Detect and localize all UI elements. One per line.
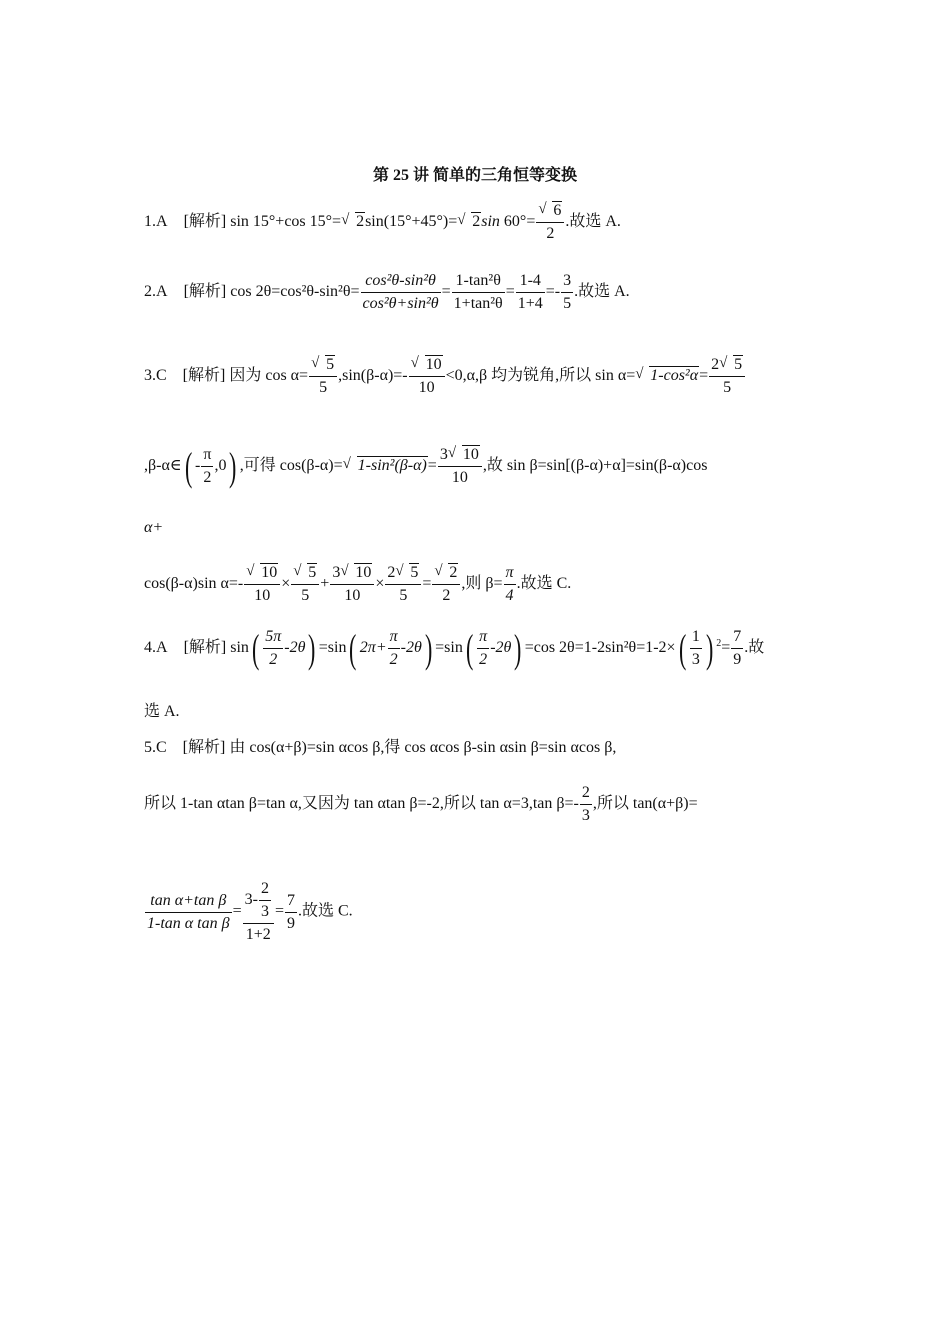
fraction: $\frac{\pi}{4}$ xyxy=(505,564,514,604)
answer-3-line-4: cos(β-α)sin α=- √ 10 10 × √ 5 5 + 3 √ 10 10 × 2 √ 5 5 = √ 2 2 ,则 β= $\frac{\pi}{4}$ .故选 C. xyxy=(144,562,571,607)
fraction: 3 √ 10 10 xyxy=(330,562,374,607)
fraction: $\frac{\text{tan α+tan β}}{\text{1-tan α tan β}}$ xyxy=(147,891,230,932)
answer-5-line-2: 所以 1-tan αtan β=tan α,又因为 tan αtan β=-2,所以 tan α=3,tan β=- $\frac{2}{3}$ ,所以 tan(α+β)= xyxy=(144,782,698,827)
answer-1: 1.A [解析] sin 15°+cos 15°= √ 2sin(15°+45°)= √ 2sin 60°= √ 6 2 .故选 A. xyxy=(144,200,621,245)
fraction: $\frac{3}{5}$ xyxy=(563,272,572,312)
fraction: 3- $\frac{2}{3}$ 1+2 xyxy=(243,878,274,946)
fraction: $\frac{7}{9}$ xyxy=(733,628,742,668)
analysis-tag: [解析] xyxy=(183,213,227,231)
answer-3-line-2: ,β-α∈( - $\frac{\pi}{2}$ ,0) ,可得 cos(β-α)= √ 1-sin²(β-α)= 3 √ 10 10 ,故 sin β=sin[(β-α)+α]=sin(β-α)cos xyxy=(144,443,708,489)
fraction: √ 5 5 xyxy=(291,562,319,607)
fraction: √ 6 2 xyxy=(536,200,564,245)
fraction: $\frac{1-4}{1+4}$ xyxy=(517,272,543,312)
fraction: $\frac{2}{3}$ xyxy=(581,784,590,824)
sqrt: √ 1-sin²(β-α) xyxy=(342,456,427,475)
fraction: 2 √ 5 5 xyxy=(385,562,421,607)
fraction: $\frac{\pi}{2}$ xyxy=(479,628,488,668)
fraction: √ 10 10 xyxy=(244,562,280,607)
answer-4: 4.A [解析] sin( $\frac{5\pi}{2}$ -2θ) =sin( 2π+ $\frac{\pi}{2}$ -2θ) =sin( $\frac{\pi}{2}$ -2θ) =cos 2θ=1-2sin²θ=1-2×( $\frac{1}{3}$ ) $^2$= $\frac{7}{9}$ .故 xyxy=(144,625,765,671)
fraction: $\frac{\text{1-tan²θ}}{\text{1+tan²θ}}$ xyxy=(453,272,503,312)
fraction: $\frac{\pi}{2}$ xyxy=(203,446,212,486)
fraction: √ 10 10 xyxy=(409,354,445,399)
fraction: $\frac{1}{3}$ xyxy=(691,628,700,668)
fraction: $\frac{\pi}{2}$ xyxy=(389,628,398,668)
fraction: $\frac{7}{9}$ xyxy=(286,891,295,932)
fraction: √ 2 2 xyxy=(432,562,460,607)
answer-5-line-3: $\frac{\text{tan α+tan β}}{\text{1-tan α tan β}}$ = 3- $\frac{2}{3}$ 1+2 = $\frac{7}{9}$ .故选 C. xyxy=(144,878,353,946)
answer-5: 5.C [解析] 由 cos(α+β)=sin αcos β,得 cos αcos β-sin αsin β=sin αcos β, xyxy=(144,739,617,756)
fraction: 3 √ 10 10 xyxy=(438,444,482,489)
answer-number: 1.A xyxy=(144,213,168,231)
fraction: √ 5 5 xyxy=(309,354,337,399)
fraction: 2 √ 5 5 xyxy=(709,354,745,399)
answer-3: 3.C [解析] 因为 cos α= √ 5 5 ,sin(β-α)=- √ 10 10 <0,α,β 均为锐角,所以 sin α= √ 1-cos²α= 2 √ 5 5 xyxy=(144,354,746,399)
answer-3-line-3: α+ xyxy=(144,519,164,536)
fraction: $\frac{\text{cos²θ-sin²θ}}{\text{cos²θ+sin²θ}}$ xyxy=(362,272,439,312)
answer-2: 2.A [解析] cos 2θ=cos²θ-sin²θ= $\frac{\text{cos²θ-sin²θ}}{\text{cos²θ+sin²θ}}$ = $\frac{\text{1-tan²θ}}{\text{1+tan²θ}}$ = $\frac{1-4}{1+4}$ =- $\frac{3}{5}$ .故选 A. xyxy=(144,270,630,315)
answer-4-line-2: 选 A. xyxy=(144,703,180,720)
sqrt: √ 1-cos²α xyxy=(635,366,699,385)
sqrt: √ 2 xyxy=(341,212,365,231)
page-title: 第 25 讲 简单的三角恒等变换 xyxy=(372,167,577,184)
fraction: $\frac{5\pi}{2}$ xyxy=(265,628,282,668)
sqrt: √ 2 xyxy=(457,212,481,231)
